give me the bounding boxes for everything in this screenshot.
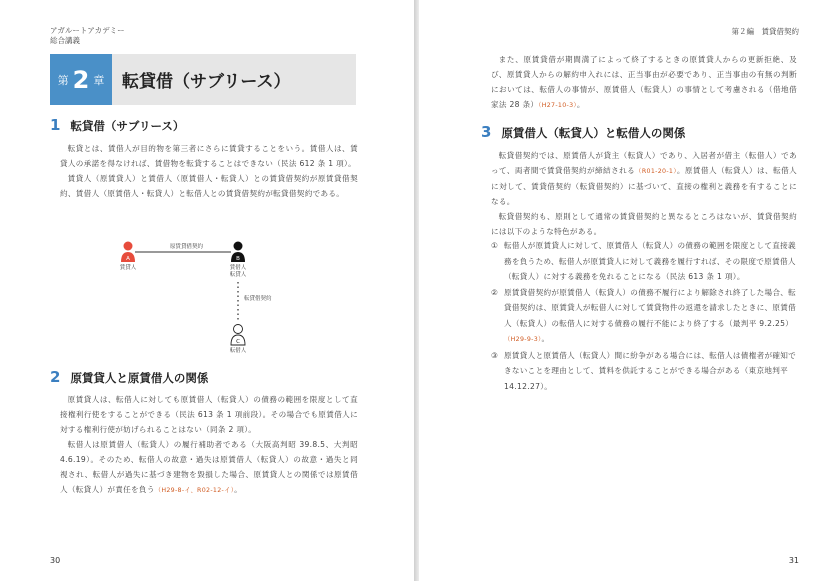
section-2-body (60, 392, 358, 498)
section-2-heading (50, 368, 208, 386)
section-2-title: 原賃貸人と原賃借人の関係 (70, 371, 209, 385)
chapter-title: 転貸借（サブリース） (122, 72, 291, 92)
right-page (419, 0, 835, 581)
chapter-number-box (50, 54, 112, 105)
exam-reference: （H27-10-3） (538, 102, 577, 109)
sentence-end: 。 (234, 485, 243, 494)
sublessee-label: 転借人 (229, 348, 247, 354)
page-number-right: 31 (788, 556, 799, 565)
sublessee-person-icon (231, 325, 245, 346)
lessor-label: 賃貸人 (119, 265, 137, 271)
lessor-person-icon (121, 242, 135, 263)
list-item-end: 。 (541, 334, 550, 343)
exam-reference: （H29-9-3） (504, 336, 542, 343)
node-a-letter: A (126, 256, 130, 262)
left-page (0, 0, 414, 581)
list-marker: ② (491, 287, 499, 297)
list-marker: ① (491, 241, 499, 250)
list-item-text: 転借人が原賃貸人に対して、原賃借人（転貸人）の債務の範囲を限度として直接義務を負うため、転借人が原賃貸人に対して義務を履行すれば、その限度で原賃借人（転貸人）に対する義務を免れることになる（民法 613 条 1 項）。 (504, 241, 796, 281)
section-2-paragraph-2 (60, 437, 358, 498)
section-1-paragraph-2: 賃貸人（原賃貸人）と賃借人（原賃借人・転貸人）との賃貸借契約が原賃貸借契約、賃借人（原賃借人・転貸人）と転借人との賃貸借契約が転貸借契約である。 (60, 174, 358, 198)
right-intro-paragraph (491, 52, 797, 113)
sublease-diagram (118, 238, 298, 366)
section-2-number: 2 (50, 368, 61, 386)
section-1-body (60, 141, 358, 201)
list-item (491, 238, 797, 285)
list-item-text: 原賃貸人と原賃借人（転貸人）間に紛争がある場合には、転借人は債権者が確知できないことを理由として、賃料を供託することができる場合がある（東京地判平 14.12.27）。 (504, 350, 797, 391)
exam-reference: （R01-20-1） (635, 168, 677, 175)
section-3-body (491, 148, 797, 239)
lessee-label: 賃借人 (229, 265, 247, 271)
node-c-letter: C (236, 339, 240, 345)
header-book-title: 総合講義 (50, 36, 80, 45)
lessee-person-icon (231, 242, 245, 263)
page-number-left: 30 (50, 556, 61, 565)
feature-list (491, 238, 797, 394)
section-3-paragraph-1-text: 転貸借契約では、原賃借人が貸主（転貸人）であり、入居者が借主（転借人）であって、両者間で賃貸借契約が締結される (491, 151, 797, 175)
list-item-text: 原賃貸借契約が原賃借人（転貸人）の債務不履行により解除され終了した場合、転貸借契約は、原賃貸人が転借人に対して賃貸物件の返還を請求したときに、原賃借人（転貸人）の転借人に対する債務の履行不能により終了する（最判平 9.2.25） (504, 287, 797, 328)
list-marker: ③ (491, 350, 499, 360)
exam-reference: （H29-8-イ、R02-12-イ） (154, 487, 235, 494)
chapter-suffix: 章 (93, 73, 105, 87)
node-b-letter: B (236, 256, 240, 262)
sublease-label: 転貸借契約 (244, 296, 272, 302)
section-3-paragraph-1-end: 。原賃借人（転貸人）は、転借人に対して、賃貸借契約（転貸借契約）に基づいて、直接の権利と義務を有することになる。 (491, 166, 797, 206)
section-3-title: 原賃借人（転貸人）と転借人の関係 (501, 126, 686, 140)
master-lease-label: 原賃貸借契約 (170, 244, 204, 250)
sentence-end: 。 (576, 100, 585, 109)
section-2-paragraph-1: 原賃貸人は、転借人に対しても原賃借人（転貸人）の債務の範囲を限度として直接権利行使をすることができる（民法 613 条 1 項前段）。その場合でも原賃借人に対する権利行使が妨げられることはない（同条 2 項）。 (60, 395, 358, 434)
running-header-right: 第２編 賃貸借契約 (731, 27, 799, 36)
section-3-heading (481, 123, 685, 141)
section-1-number: 1 (50, 116, 61, 134)
section-2-paragraph-2-text: 転借人は原賃借人（転貸人）の履行補助者である（大阪高判昭 39.8.5、大判昭 4.6.19）。そのため、転借人の故意・過失は原賃借人（転貸人）の故意・過失と同視され、転借人が過失に基づき建物を毀損した場合、原賃貸人との関係では原賃借人（転貸人）が責任を負う (60, 440, 358, 494)
chapter-number: 2 (72, 65, 90, 94)
section-3-paragraph-2: 転貸借契約も、原則として通常の賃貸借契約と異なるところはないが、賃貸借契約には以下のような特色がある。 (491, 212, 797, 236)
header-publisher: アガルートアカデミー (50, 26, 125, 35)
section-1-heading (50, 116, 184, 134)
chapter-prefix: 第 (57, 73, 69, 87)
chapter-heading (50, 54, 356, 105)
section-1-title: 転貸借（サブリース） (70, 119, 185, 133)
section-3-paragraph-1 (491, 148, 797, 209)
list-item (491, 285, 797, 348)
sublessor-label: 転貸人 (229, 272, 247, 278)
list-item (491, 348, 797, 395)
intro-text: また、原賃貸借が期間満了によって終了するときの原賃貸人からの更新拒絶、及び、原賃貸人からの解約申入れには、正当事由が必要であり、正当事由の有無の判断においては、転借人の事情が、原賃借人（転貸人）の事情として考慮される（借地借家法 28 条） (491, 55, 797, 109)
section-3-number: 3 (481, 123, 492, 141)
section-1-paragraph-1: 転貸とは、賃借人が目的物を第三者にさらに賃貸することをいう。賃借人は、賃貸人の承諾を得なければ、賃借物を転貸することはできない（民法 612 条 1 項）。 (60, 144, 358, 168)
running-header-left (50, 26, 125, 46)
